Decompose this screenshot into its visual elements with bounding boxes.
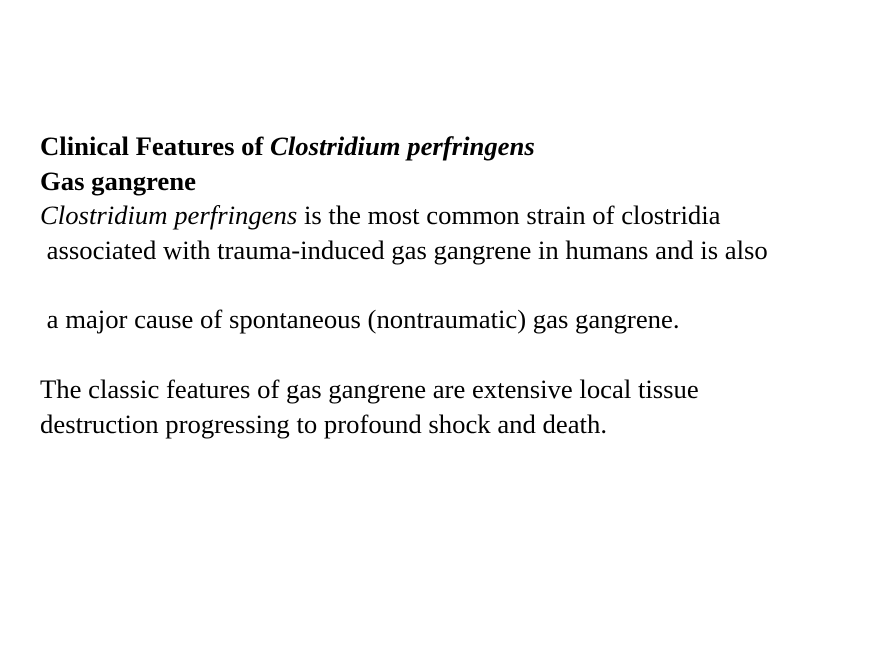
paragraph2-line2: destruction progressing to profound shock and death. <box>40 408 607 439</box>
paragraph1-line3: a major cause of spontaneous (nontraumatic) gas gangrene. <box>40 304 680 335</box>
paragraph1-line2: associated with trauma-induced gas gangrene in humans and is also <box>40 235 768 266</box>
blank-line <box>40 268 870 303</box>
organism-name: Clostridium perfringens <box>40 200 298 231</box>
slide-text-block <box>40 129 870 441</box>
paragraph1-line1-text: is the most common strain of clostridia <box>297 200 721 231</box>
title-organism: Clostridium perfringens <box>270 131 535 161</box>
title-prefix: Clinical Features of <box>40 131 271 161</box>
paragraph2-line1: The classic features of gas gangrene are extensive local tissue <box>40 373 699 404</box>
paragraph1-line1 <box>40 198 870 233</box>
slide-title <box>40 129 870 164</box>
blank-line <box>40 337 870 372</box>
slide-subtitle: Gas gangrene <box>40 165 196 196</box>
